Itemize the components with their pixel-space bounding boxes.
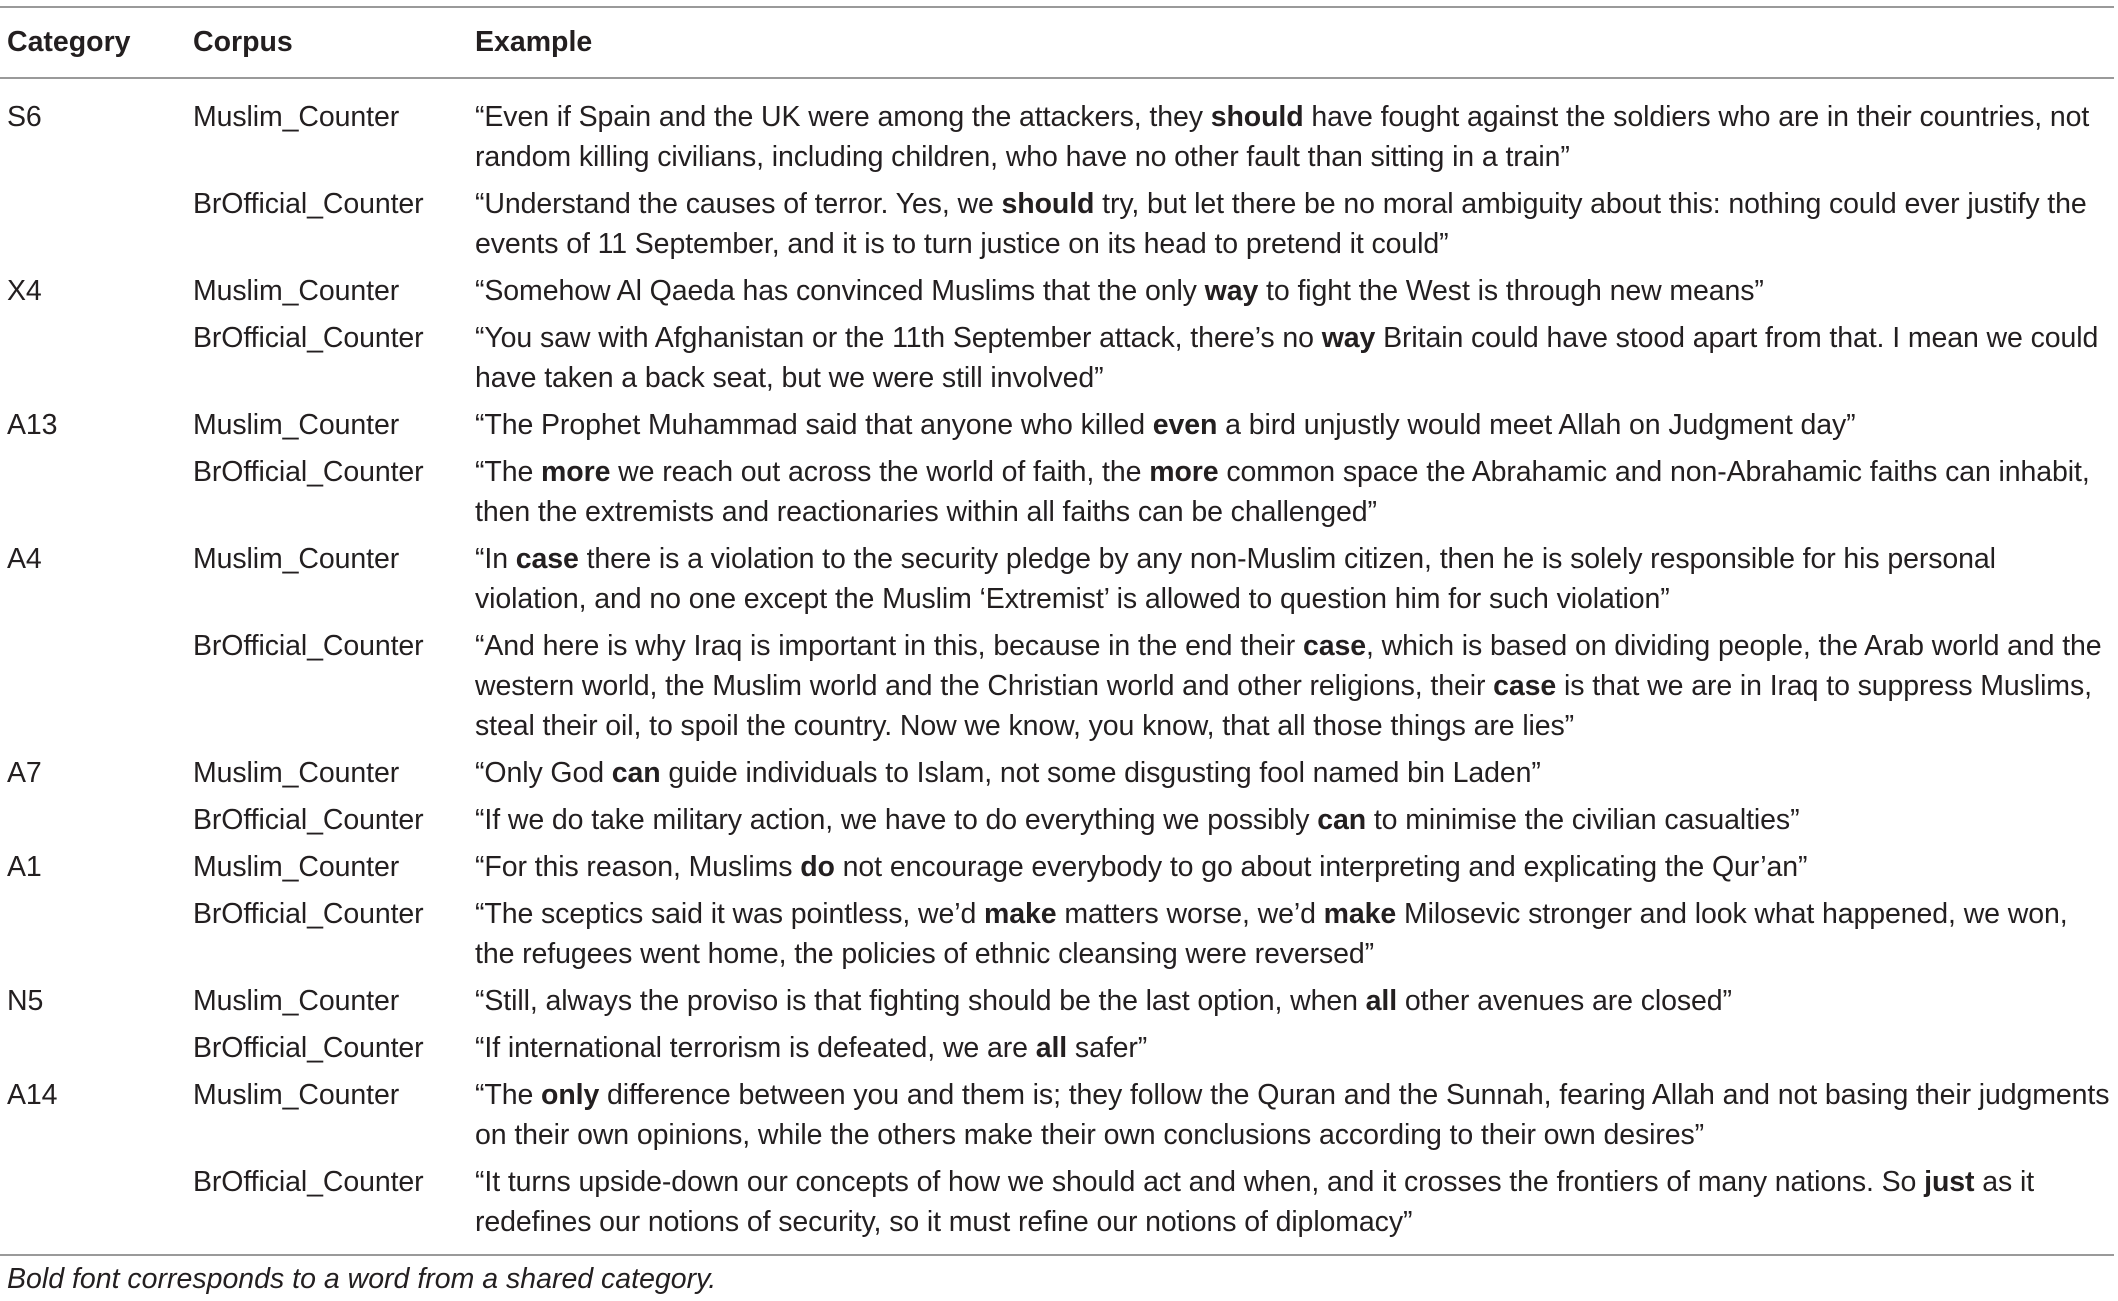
shared-category-word: case bbox=[1302, 630, 1366, 662]
cell-category bbox=[0, 452, 186, 539]
table-row bbox=[0, 452, 2114, 539]
cell-corpus: BrOfficial_Counter bbox=[193, 188, 424, 220]
example-text: “Only God bbox=[475, 757, 612, 789]
example-text: “The sceptics said it was pointless, we’d bbox=[475, 898, 985, 930]
example-text: Milosevic stronger and look what happened, we won, the refugees went home, the policies of ethnic cleansing were reversed” bbox=[475, 898, 2068, 970]
shared-category-word: even bbox=[1152, 409, 1218, 441]
cell-corpus: Muslim_Counter bbox=[193, 1079, 400, 1111]
cell-example bbox=[468, 78, 2114, 184]
cell-corpus: Muslim_Counter bbox=[193, 409, 400, 441]
cell-category: N5 bbox=[7, 985, 44, 1017]
example-text: difference between you and them is; they follow the Quran and the Sunnah, fearing Allah and not basing their judgments on their own opinions, while the others make their own conclusions according to their own desires” bbox=[475, 1079, 2110, 1151]
cell-category bbox=[0, 1162, 186, 1255]
cell-example bbox=[468, 847, 2114, 894]
cell-example bbox=[468, 539, 2114, 626]
cell-corpus: Muslim_Counter bbox=[193, 851, 400, 883]
example-text: to fight the West is through new means” bbox=[1258, 275, 1764, 307]
cell-corpus: Muslim_Counter bbox=[193, 757, 400, 789]
cell-example bbox=[468, 1075, 2114, 1162]
shared-category-word: case bbox=[515, 543, 579, 575]
table-row bbox=[0, 1162, 2114, 1255]
cell-example bbox=[468, 626, 2114, 753]
cell-example bbox=[468, 1028, 2114, 1075]
example-text: guide individuals to Islam, not some disgusting fool named bin Laden” bbox=[660, 757, 1541, 789]
shared-category-word: make bbox=[984, 898, 1057, 930]
cell-category bbox=[0, 318, 186, 405]
examples-table-container bbox=[0, 6, 2118, 1256]
shared-category-word: case bbox=[1493, 670, 1557, 702]
example-text: we reach out across the world of faith, the bbox=[610, 456, 1150, 488]
example-text: “And here is why Iraq is important in this, because in the end their bbox=[475, 630, 1303, 662]
table-row bbox=[0, 800, 2114, 847]
cell-category bbox=[0, 800, 186, 847]
cell-category: A13 bbox=[7, 409, 58, 441]
example-text: matters worse, we’d bbox=[1056, 898, 1324, 930]
table-header-row bbox=[0, 7, 2114, 78]
shared-category-word: all bbox=[1365, 985, 1398, 1017]
cell-corpus: BrOfficial_Counter bbox=[193, 1166, 424, 1198]
example-text: “The Prophet Muhammad said that anyone who killed bbox=[475, 409, 1153, 441]
table-footnote: Bold font corresponds to a word from a shared category. bbox=[7, 1263, 717, 1295]
table-row bbox=[0, 894, 2114, 981]
example-text: “For this reason, Muslims bbox=[475, 851, 801, 883]
table-row bbox=[0, 539, 2114, 626]
table-row bbox=[0, 184, 2114, 271]
shared-category-word: all bbox=[1035, 1032, 1068, 1064]
example-text: “If we do take military action, we have to do everything we possibly bbox=[475, 804, 1318, 836]
example-text: “The bbox=[475, 1079, 542, 1111]
cell-category: A4 bbox=[7, 543, 42, 575]
example-text: is that we are in Iraq to suppress Muslims, steal their oil, to spoil the country. Now we know, you know, that all those things are lies” bbox=[475, 670, 2092, 742]
shared-category-word: just bbox=[1924, 1166, 1975, 1198]
cell-corpus: Muslim_Counter bbox=[193, 275, 400, 307]
table-row bbox=[0, 981, 2114, 1028]
cell-corpus: Muslim_Counter bbox=[193, 101, 400, 133]
example-text: try, but let there be no moral ambiguity about this: nothing could ever justify the events of 11 September, and it is to turn justice on its head to pretend it could” bbox=[475, 188, 2087, 260]
example-text: “Still, always the proviso is that fighting should be the last option, when bbox=[475, 985, 1366, 1017]
cell-category: A14 bbox=[7, 1079, 58, 1111]
example-text: common space the Abrahamic and non-Abrahamic faiths can inhabit, then the extremists and reactionaries within all faiths can be challenged” bbox=[475, 456, 2090, 528]
example-text: “It turns upside-down our concepts of how we should act and when, and it crosses the frontiers of many nations. So bbox=[475, 1166, 1925, 1198]
shared-category-word: can bbox=[611, 757, 661, 789]
header-category: Category bbox=[7, 26, 131, 58]
table-row bbox=[0, 847, 2114, 894]
example-text: “Understand the causes of terror. Yes, we bbox=[475, 188, 1002, 220]
cell-corpus: BrOfficial_Counter bbox=[193, 898, 424, 930]
table-row bbox=[0, 1028, 2114, 1075]
example-text: safer” bbox=[1067, 1032, 1148, 1064]
cell-category bbox=[0, 1028, 186, 1075]
table-row bbox=[0, 318, 2114, 405]
cell-corpus: BrOfficial_Counter bbox=[193, 1032, 424, 1064]
example-text: to minimise the civilian casualties” bbox=[1366, 804, 1800, 836]
table-row bbox=[0, 405, 2114, 452]
example-text: other avenues are closed” bbox=[1397, 985, 1732, 1017]
shared-category-word: do bbox=[800, 851, 835, 883]
cell-category bbox=[0, 894, 186, 981]
example-text: , which is based on dividing people, the Arab world and the western world, the Muslim world and the Christian world and other religions, their bbox=[475, 630, 2102, 702]
shared-category-word: should bbox=[1210, 101, 1304, 133]
examples-table bbox=[0, 6, 2114, 1256]
shared-category-word: way bbox=[1321, 322, 1376, 354]
example-text: there is a violation to the security pledge by any non-Muslim citizen, then he is solely responsible for his personal violation, and no one except the Muslim ‘Extremist’ is allowed to question him for such violation” bbox=[475, 543, 1996, 615]
example-text: as it redefines our notions of security, so it must refine our notions of diplomacy” bbox=[475, 1166, 2035, 1238]
table-body bbox=[0, 78, 2114, 1255]
cell-category: A1 bbox=[7, 851, 42, 883]
cell-corpus: BrOfficial_Counter bbox=[193, 322, 424, 354]
shared-category-word: make bbox=[1323, 898, 1397, 930]
cell-example bbox=[468, 184, 2114, 271]
cell-corpus: Muslim_Counter bbox=[193, 543, 400, 575]
cell-example bbox=[468, 753, 2114, 800]
shared-category-word: only bbox=[541, 1079, 600, 1111]
example-text: “The bbox=[475, 456, 542, 488]
cell-category: X4 bbox=[7, 275, 42, 307]
shared-category-word: more bbox=[1149, 456, 1219, 488]
shared-category-word: can bbox=[1317, 804, 1366, 836]
table-row bbox=[0, 78, 2114, 184]
cell-example bbox=[468, 894, 2114, 981]
example-text: “Somehow Al Qaeda has convinced Muslims that the only bbox=[475, 275, 1205, 307]
cell-corpus: BrOfficial_Counter bbox=[193, 804, 424, 836]
table-row bbox=[0, 1075, 2114, 1162]
cell-example bbox=[468, 1162, 2114, 1255]
example-text: not encourage everybody to go about interpreting and explicating the Qur’an” bbox=[834, 851, 1808, 883]
cell-example bbox=[468, 800, 2114, 847]
shared-category-word: should bbox=[1001, 188, 1095, 220]
cell-corpus: BrOfficial_Counter bbox=[193, 456, 424, 488]
example-text: a bird unjustly would meet Allah on Judgment day” bbox=[1217, 409, 1856, 441]
table-row bbox=[0, 271, 2114, 318]
example-text: have fought against the soldiers who are in their countries, not random killing civilians, including children, who have no other fault than sitting in a train” bbox=[475, 101, 2090, 173]
header-corpus: Corpus bbox=[193, 26, 293, 58]
cell-example bbox=[468, 271, 2114, 318]
shared-category-word: more bbox=[541, 456, 611, 488]
example-text: “If international terrorism is defeated, we are bbox=[475, 1032, 1036, 1064]
header-example: Example bbox=[475, 26, 593, 58]
cell-category bbox=[0, 184, 186, 271]
cell-category: S6 bbox=[7, 101, 42, 133]
cell-corpus: BrOfficial_Counter bbox=[193, 630, 424, 662]
cell-example bbox=[468, 452, 2114, 539]
table-row bbox=[0, 626, 2114, 753]
cell-example bbox=[468, 981, 2114, 1028]
cell-example bbox=[468, 318, 2114, 405]
cell-corpus: Muslim_Counter bbox=[193, 985, 400, 1017]
cell-example bbox=[468, 405, 2114, 452]
cell-category bbox=[0, 626, 186, 753]
table-row bbox=[0, 753, 2114, 800]
shared-category-word: way bbox=[1204, 275, 1259, 307]
cell-category: A7 bbox=[7, 757, 42, 789]
example-text: “In bbox=[475, 543, 516, 575]
example-text: “Even if Spain and the UK were among the attackers, they bbox=[475, 101, 1211, 133]
example-text: Britain could have stood apart from that. I mean we could have taken a back seat, but we were still involved” bbox=[475, 322, 2099, 394]
example-text: “You saw with Afghanistan or the 11th September attack, there’s no bbox=[475, 322, 1322, 354]
